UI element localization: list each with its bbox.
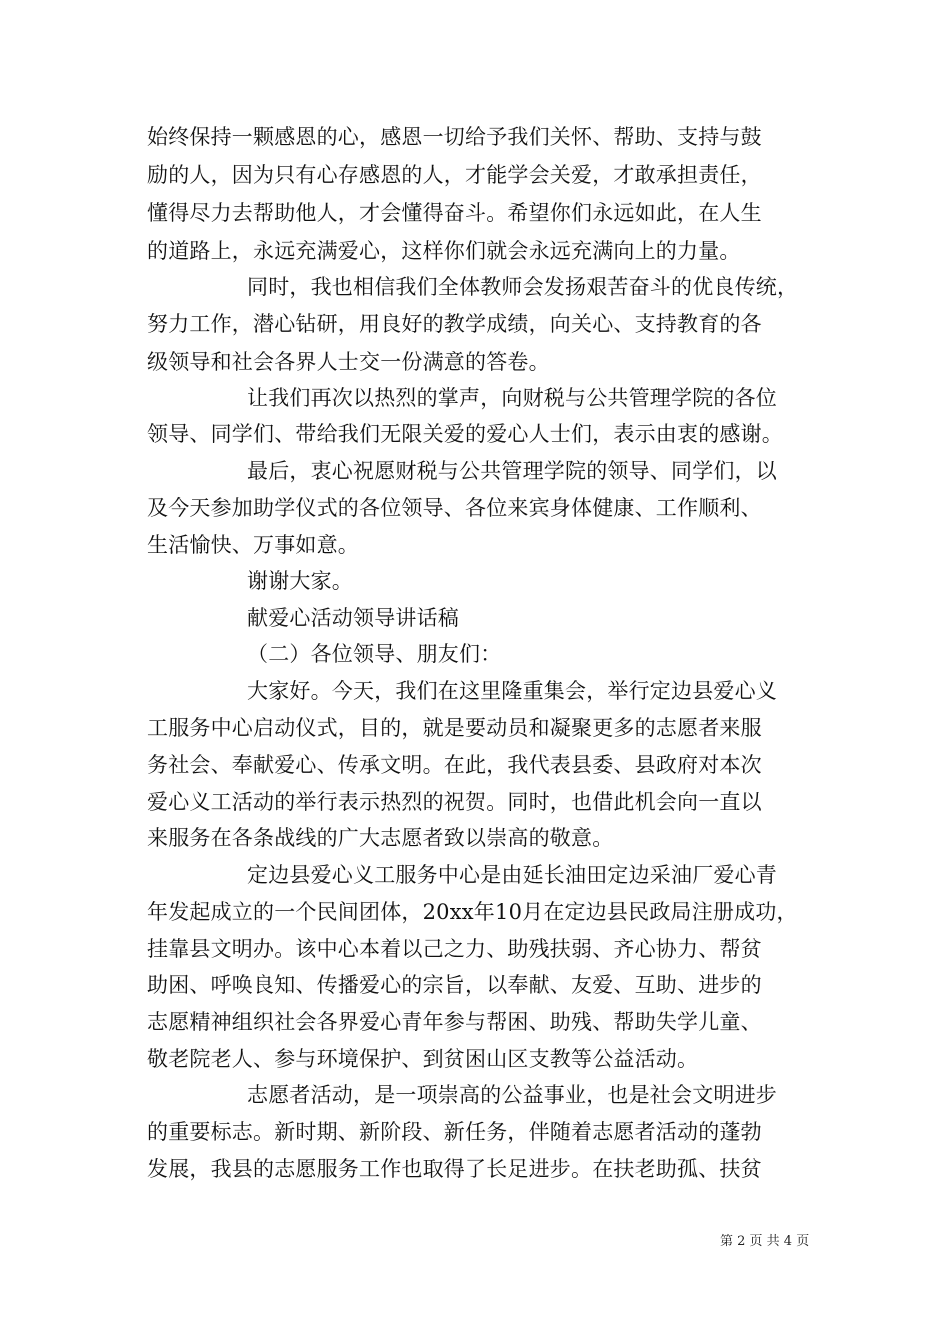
paragraph-line: 年发起成立的一个民间团体，20xx年10月在定边县民政局注册成功， — [147, 900, 798, 924]
paragraph-line: 定边县爱心义工服务中心是由延长油田定边采油厂爱心青 — [247, 863, 777, 887]
paragraph-line: 大家好。今天，我们在这里隆重集会，举行定边县爱心义 — [247, 679, 777, 703]
paragraph-line: 让我们再次以热烈的掌声，向财税与公共管理学院的各位 — [247, 386, 777, 410]
paragraph-line: 级领导和社会各界人士交一份满意的答卷。 — [147, 350, 550, 374]
paragraph-line: 发展，我县的志愿服务工作也取得了长足进步。在扶老助孤、扶贫 — [147, 1157, 762, 1181]
paragraph-line: 志愿者活动，是一项崇高的公益事业，也是社会文明进步 — [247, 1083, 777, 1107]
paragraph-line: 献爱心活动领导讲话稿 — [247, 606, 459, 630]
paragraph-line: 励的人，因为只有心存感恩的人，才能学会关爱，才敢承担责任， — [147, 163, 762, 187]
paragraph-line: 努力工作，潜心钻研，用良好的教学成绩，向关心、支持教育的各 — [147, 312, 762, 336]
paragraph-line: 同时，我也相信我们全体教师会发扬艰苦奋斗的优良传统， — [247, 275, 799, 299]
paragraph-line: 工服务中心启动仪式，目的，就是要动员和凝聚更多的志愿者来服 — [147, 716, 762, 740]
page-number: 第 2 页 共 4 页 — [720, 1234, 810, 1249]
paragraph-line: 助困、呼唤良知、传播爱心的宗旨，以奉献、友爱、互助、进步的 — [147, 973, 762, 997]
paragraph-line: 领导、同学们、带给我们无限关爱的爱心人士们，表示由衷的感谢。 — [147, 422, 783, 446]
paragraph-line: 懂得尽力去帮助他人，才会懂得奋斗。希望你们永远如此，在人生 — [147, 201, 762, 225]
paragraph-line: 爱心义工活动的举行表示热烈的祝贺。同时，也借此机会向一直以 — [147, 790, 762, 814]
paragraph-line: 最后，衷心祝愿财税与公共管理学院的领导、同学们，以 — [247, 459, 777, 483]
paragraph-line: 的重要标志。新时期、新阶段、新任务，伴随着志愿者活动的蓬勃 — [147, 1120, 762, 1144]
paragraph-line: 务社会、奉献爱心、传承文明。在此，我代表县委、县政府对本次 — [147, 753, 762, 777]
paragraph-line: 志愿精神组织社会各界爱心青年参与帮困、助残、帮助失学儿童、 — [147, 1010, 762, 1034]
paragraph-line: 生活愉快、万事如意。 — [147, 533, 359, 557]
paragraph-line: 始终保持一颗感恩的心，感恩一切给予我们关怀、帮助、支持与鼓 — [147, 125, 762, 149]
paragraph-line: 及今天参加助学仪式的各位领导、各位来宾身体健康、工作顺利、 — [147, 496, 762, 520]
paragraph-line: 的道路上，永远充满爱心，这样你们就会永远充满向上的力量。 — [147, 239, 741, 263]
paragraph-line: 敬老院老人、参与环境保护、到贫困山区支教等公益活动。 — [147, 1047, 699, 1071]
paragraph-line: 挂靠县文明办。该中心本着以己之力、助残扶弱、齐心协力、帮贫 — [147, 937, 762, 961]
paragraph-line: （二）各位领导、朋友们： — [247, 642, 502, 666]
paragraph-line: 来服务在各条战线的广大志愿者致以崇高的敬意。 — [147, 826, 614, 850]
paragraph-line: 谢谢大家。 — [247, 569, 353, 593]
